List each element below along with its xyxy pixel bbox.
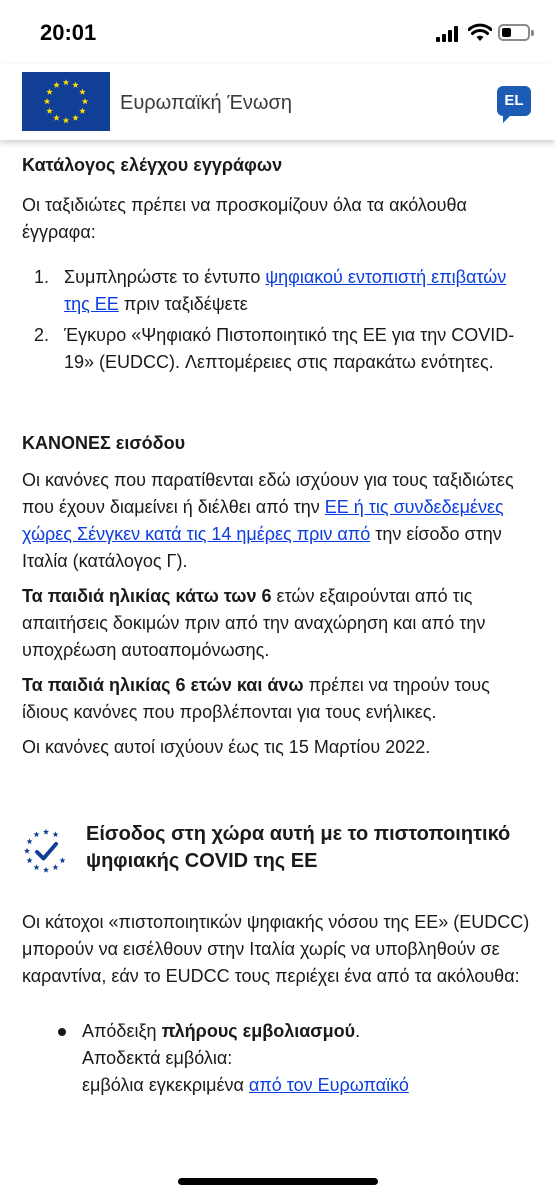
eu-flag-icon [22,72,110,131]
certificate-section-header [22,821,533,877]
rules-validity-date: Οι κανόνες αυτοί ισχύουν έως τις 15 Μαρτίου 2022. [22,737,431,757]
site-title: Ευρωπαϊκή Ένωση [120,92,292,114]
battery-icon [498,24,530,41]
certificate-intro: Οι κάτοχοι «πιστοποιητικών ψηφιακής νόσου της ΕΕ» (EUDCC) μπορούν να εισέλθουν στην Ιταλία χωρίς να υποβληθούν σε καραντίνα, εάν το EUDCC τους περιέχει ένα από τα ακόλουθα: [22,912,530,986]
checklist-intro: Οι ταξιδιώτες πρέπει να προσκομίζουν όλα τα ακόλουθα έγγραφα: [22,195,467,242]
certificate-heading: Είσοδος στη χώρα αυτή με το πιστοποιητικό ψηφιακής COVID της ΕΕ [86,823,511,872]
entry-rules-heading: ΚΑΝΟΝΕΣ εισόδου [22,433,186,453]
ema-approved-vaccines-link[interactable]: από τον Ευρωπαϊκό [248,1075,409,1095]
status-time: 20:01 [40,20,97,45]
accepted-vaccines-label: Αποδεκτά εμβόλια: [82,1048,233,1068]
language-selector-button[interactable]: EL [497,86,531,116]
wifi-icon [468,22,492,42]
certificate-conditions-list [58,1018,533,1099]
cellular-signal-icon [436,26,458,42]
documents-list [54,264,533,376]
status-bar [0,0,555,64]
passenger-locator-form-link[interactable]: ψηφιακού εντοπιστή επιβατών της ΕΕ [64,267,507,314]
rules-paragraph-children-under-6: Τα παιδιά ηλικίας κάτω των 6 ετών εξαιρούνται από τις απαιτήσεις δοκιμών πριν από την αναχώρηση και από την υποχρέωση αυτοαπομόνωσης. [22,586,486,660]
list-item: Απόδειξη πλήρους εμβολιασμού. Αποδεκτά εμβόλια: εμβόλια εγκεκριμένα από τον Ευρωπαϊκό [58,1018,533,1099]
rules-paragraph-children-6-plus: Τα παιδιά ηλικίας 6 ετών και άνω πρέπει να τηρούν τους ίδιους κανόνες που προβλέπονται για τους ενήλικες. [22,675,490,722]
home-indicator[interactable] [178,1178,378,1185]
app-header [0,64,555,140]
rules-paragraph-scope: Οι κανόνες που παρατίθενται εδώ ισχύουν για τους ταξιδιώτες που έχουν διαμείνει ή διέλθει από την ΕΕ ή τις συνδεδεμένες χώρες Σένγκεν κατά τις 14 ημέρες πριν από την είσοδο στην Ιταλία (κατάλογος Γ). [22,470,514,571]
checklist-heading: Κατάλογος ελέγχου εγγράφων [22,155,283,175]
main-content[interactable] [0,140,555,1160]
schengen-countries-link[interactable]: ΕΕ ή τις συνδεδεμένες χώρες Σένγκεν κατά τις 14 ημέρες πριν από [22,497,504,544]
eu-certificate-check-icon [22,827,70,875]
list-item: 2. Έγκυρο «Ψηφιακό Πιστοποιητικό της ΕΕ για την COVID-19» (EUDCC). Λεπτομέρειες στις παρακάτω ενότητες. [54,322,533,376]
list-item: 1. Συμπληρώστε το έντυπο ψηφιακού εντοπιστή επιβατών της ΕΕ πριν ταξιδέψετε [54,264,533,318]
